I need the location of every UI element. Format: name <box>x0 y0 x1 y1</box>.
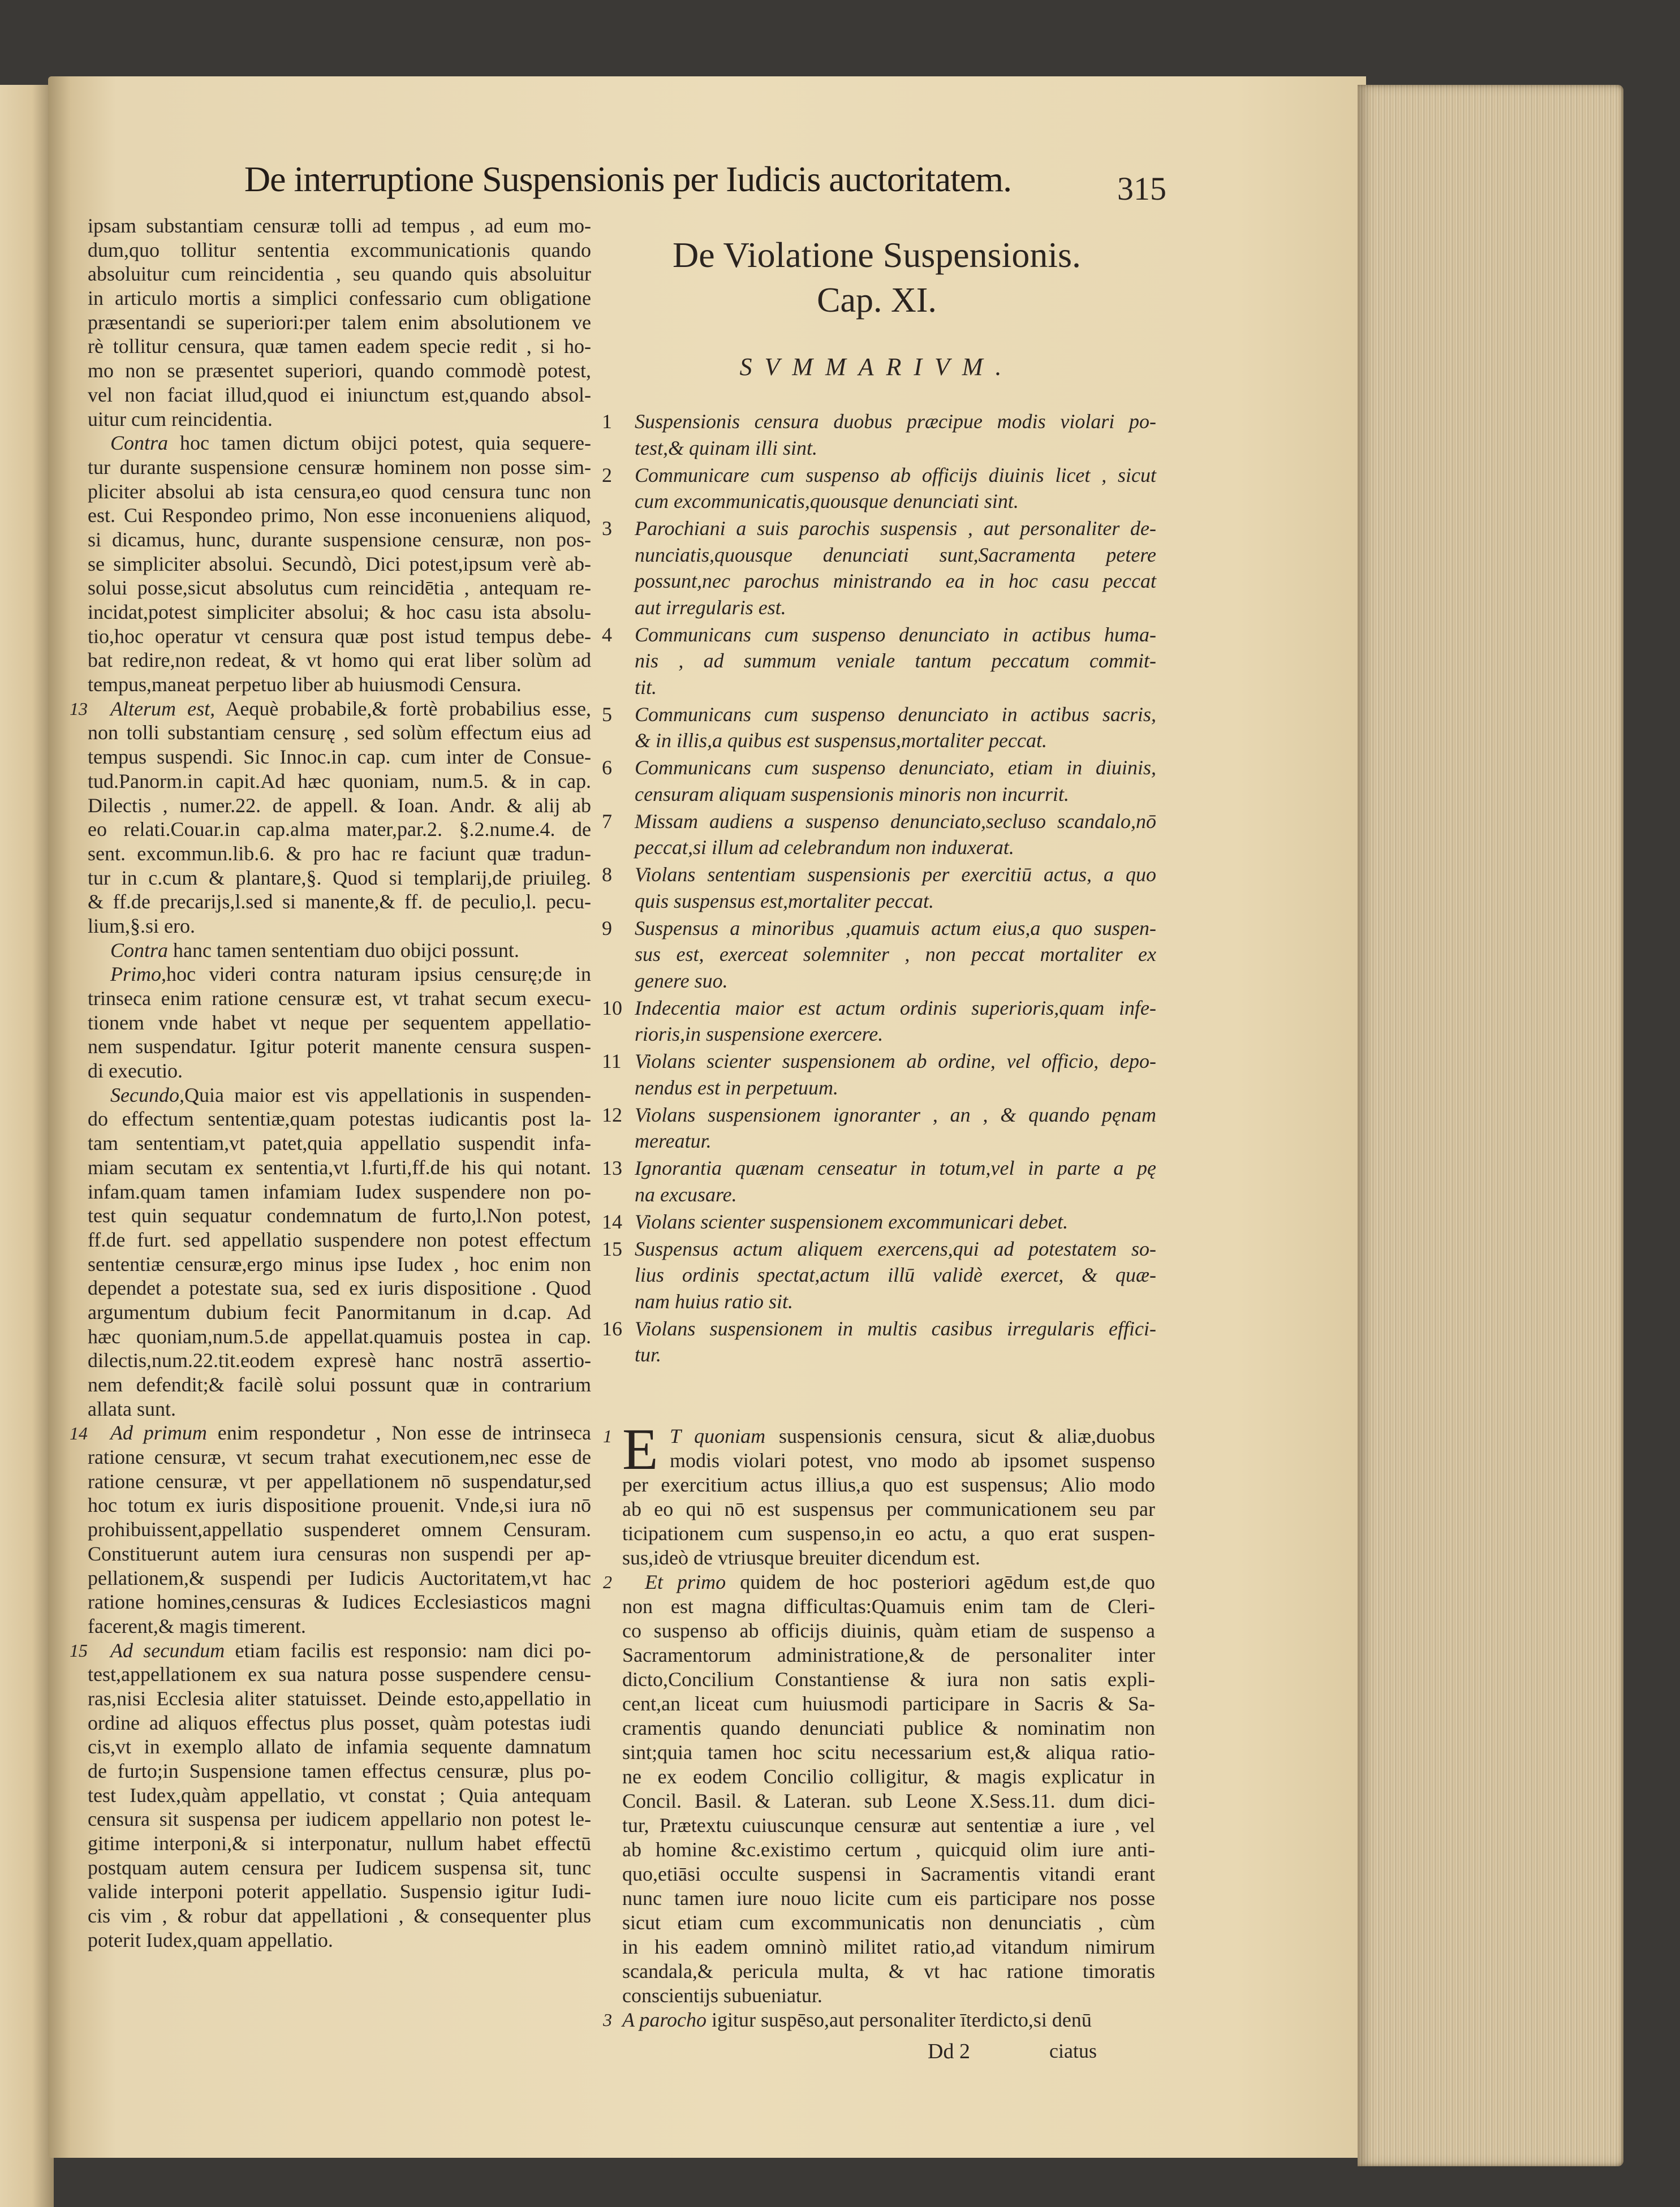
line-text: tio,hoc operatur vt censura quæ post istud tempus debe- <box>88 624 591 648</box>
line-text: facerent,& magis timerent. <box>88 1614 306 1637</box>
text-line <box>88 576 591 600</box>
summary-item <box>602 1236 1156 1315</box>
margin-number: 13 <box>70 699 88 719</box>
text-line <box>622 1667 1155 1692</box>
summary-item <box>602 995 1156 1048</box>
line-text: Sacramentorum administratione,& de personaliter inter <box>622 1644 1155 1666</box>
left-column-text <box>70 214 592 1952</box>
line-text: cis vim , & robur dat appellationi , & consequenter plus <box>88 1904 591 1928</box>
text-line <box>622 1424 1155 1449</box>
text-line <box>622 1984 1155 2008</box>
line-text: do effectum sententiæ,quam potestas iudicantis post la- <box>88 1107 591 1131</box>
line-text: incidat,potest simpliciter absolui; & hoc casu ista absolu- <box>88 601 591 623</box>
summary-item <box>602 1209 1156 1235</box>
line-text: hoc tamen dictum obijci potest, quia sequere- <box>168 432 591 455</box>
summary-line: tit. <box>635 675 657 699</box>
paragraph-lead: A parocho <box>622 2008 707 2031</box>
text-line <box>88 1059 591 1083</box>
line-text: Constituerunt autem iura censuras non suspendi per ap- <box>88 1542 591 1565</box>
signature-mark: Dd 2 <box>928 2040 970 2063</box>
text-line <box>88 866 591 890</box>
line-text: nem defendit;& facilè solui possunt quæ in contrarium <box>88 1373 591 1396</box>
text-line <box>622 1935 1155 1959</box>
summary-line: Ignorantia quænam censeatur in totum,vel in parte a pę <box>635 1157 1156 1179</box>
text-line <box>622 1449 1155 1473</box>
text-line <box>88 1276 591 1300</box>
text-line <box>88 1807 591 1831</box>
paragraph-lead: Et primo <box>645 1571 726 1593</box>
line-text: dicto,Concilium Constantiense & iura non satis expli- <box>622 1668 1155 1691</box>
text-line <box>622 1594 1155 1619</box>
text-line <box>88 1011 591 1035</box>
summary-item-number: 12 <box>602 1103 622 1126</box>
line-text: di executio. <box>88 1059 183 1083</box>
summary-line: nis , ad summum veniale tantum peccatum commit- <box>635 649 1156 672</box>
summary-item-number: 6 <box>602 756 612 779</box>
summary-line: Violans suspensionem ignoranter , an , & quando pęnam <box>635 1103 1156 1126</box>
text-line <box>88 890 591 914</box>
summary-item-number: 7 <box>602 809 612 833</box>
text-line <box>88 1687 591 1711</box>
summary-item <box>602 1155 1156 1208</box>
line-text: Aequè probabile,& fortè probabilius esse, <box>215 697 591 720</box>
text-line <box>88 721 591 745</box>
line-text: sint;quia tamen hoc scitu necessarium est,& aliqua ratio- <box>622 1741 1155 1764</box>
summary-line: Violans scienter suspensionem ab ordine, vel officio, depo- <box>635 1050 1156 1072</box>
margin-number: 15 <box>70 1640 88 1661</box>
line-text: trinseca enim ratione censuræ est, vt trahat secum execu- <box>88 987 591 1010</box>
summary-item-number: 16 <box>602 1317 622 1340</box>
text-line <box>88 1131 591 1156</box>
line-text: & ff.de precarijs,l.sed si manente,& ff. de peculio,l. pecu- <box>88 890 591 913</box>
text-line <box>622 1911 1155 1935</box>
text-line <box>88 407 591 432</box>
text-line <box>88 673 591 697</box>
line-text: ratione censuræ, vt per appellationem nō suspendatur,sed <box>88 1469 591 1493</box>
line-text: scandala,& pericula multa, & vt hac ratione timoratis <box>622 1960 1155 1982</box>
summary-item <box>602 515 1156 620</box>
summary-line: peccat,si illum ad celebrandum non induxerat. <box>635 836 1014 859</box>
text-line <box>88 1445 591 1469</box>
line-text: suspensionis censura, sicut & aliæ,duobus <box>765 1425 1156 1447</box>
line-text: per exercitium actus illius,a quo est suspensus; Alio modo <box>622 1473 1155 1496</box>
catchword: ciatus <box>1049 2040 1097 2062</box>
line-text: hæc quoniam,num.5.de appellat.quamuis postea in cap. <box>88 1325 591 1348</box>
line-text: ratione censuræ, vt secum trahat executionem,nec esse de <box>88 1446 591 1469</box>
text-line <box>622 1813 1155 1838</box>
line-text: lium,§.si ero. <box>88 914 195 937</box>
text-line <box>88 1639 591 1663</box>
text-line <box>88 745 591 769</box>
line-text: dilectis,num.22.tit.eodem expresè hanc nostrā assertio- <box>88 1349 591 1372</box>
summary-item <box>602 1316 1156 1368</box>
text-line <box>622 1838 1155 1862</box>
paragraph-lead: Contra <box>110 938 169 962</box>
line-text: cent,an liceat cum huiusmodi participare in Sacris & Sa- <box>622 1692 1155 1715</box>
chapter-title: De Violatione Suspensionis. <box>672 235 1082 275</box>
summary-line: sus est, exerceat solemniter , non peccat mortaliter ex <box>635 943 1156 965</box>
summary-line: Indecentia maior est actum ordinis superioris,quam infe- <box>635 996 1156 1019</box>
text-line <box>88 817 591 842</box>
line-text: sententiæ censuræ,ergo minus ipse Iudex , hoc enim non <box>88 1252 591 1275</box>
line-text: sicut etiam cum excommunicatis non denunciatis , cùm <box>622 1911 1155 1934</box>
line-text: nunc tamen iure nouo licite cum eis participare nos posse <box>622 1887 1155 1909</box>
summary-item <box>602 1048 1156 1101</box>
text-line <box>88 624 591 649</box>
summary-line: test,& quinam illi sint. <box>635 436 818 459</box>
line-text: tur, Prætextu cuiuscunque censuræ aut sententiæ a iure , vel <box>622 1814 1155 1837</box>
line-text: tam sententiam,vt patet,quia appellatio suspendit infa- <box>88 1132 591 1155</box>
text-line <box>622 1473 1155 1497</box>
text-line <box>88 1252 591 1277</box>
summary-item-number: 1 <box>602 410 612 433</box>
summary-line: rioris,in suspensione exercere. <box>635 1023 884 1045</box>
line-text: tur in c.cum & plantare,§. Quod si templarij,de priuileg. <box>88 866 591 889</box>
summary-item-number: 14 <box>602 1210 622 1233</box>
text-line <box>88 238 591 262</box>
text-line <box>88 1518 591 1542</box>
text-line <box>88 648 591 673</box>
summary-line: na excusare. <box>635 1183 737 1206</box>
line-text: censura sit suspensa per iudicem appellario non potest le- <box>88 1808 591 1831</box>
line-text: prohibuissent,appellatio suspenderet omnem Censuram. <box>88 1518 591 1541</box>
line-text: Quia maior est vis appellationis in suspenden- <box>184 1083 591 1106</box>
text-line <box>88 1300 591 1325</box>
text-line <box>88 383 591 407</box>
summary-list <box>602 408 1156 1369</box>
summary-item <box>602 462 1156 515</box>
text-line <box>88 697 591 721</box>
line-text: tempus,maneat perpetuo liber ab huiusmodi Censura. <box>88 673 522 696</box>
summary-item-number: 13 <box>602 1157 622 1179</box>
summary-line: genere suo. <box>635 969 728 992</box>
text-line <box>88 1180 591 1204</box>
line-text: se simpliciter absolui. Secundò, Dici potest,ipsum verè ab- <box>88 552 591 575</box>
text-line <box>622 1546 1155 1570</box>
text-line <box>88 1542 591 1566</box>
text-line <box>622 1959 1155 1984</box>
summary-line: nendus est in perpetuum. <box>635 1076 838 1099</box>
line-text: ordine ad aliquos effectus plus posset, quàm potestas iudi <box>88 1711 591 1734</box>
line-text: etiam facilis est responsio: nam dici po- <box>225 1639 591 1662</box>
line-text: test quin sequatur condemnatum de furto,l.Non potest, <box>88 1204 591 1227</box>
line-text: in his eadem omninò militet ratio,ad vitandum nimirum <box>622 1936 1155 1958</box>
paragraph-lead: Ad primum <box>110 1421 207 1445</box>
summary-line: nam huius ratio sit. <box>635 1290 794 1313</box>
text-line <box>88 311 591 335</box>
page-fore-edge <box>1358 85 1623 2166</box>
line-text: hoc totum ex iuris dispositione prouenit. Vnde,si iura nō <box>88 1494 591 1517</box>
summary-line: mereatur. <box>635 1130 712 1152</box>
line-text: enim respondetur , Non esse de intrinseca <box>206 1421 592 1445</box>
text-line <box>88 1493 591 1518</box>
text-line <box>88 1156 591 1180</box>
line-text: sus,ideò de vtriusque breuiter dicendum est. <box>622 1546 980 1569</box>
text-line <box>622 1643 1155 1667</box>
line-text: cramentis quando denunciati publice & nominatim non <box>622 1717 1155 1739</box>
line-text: dum,quo tollitur sententia excommunicationis quando <box>88 238 591 261</box>
margin-number: 14 <box>70 1423 88 1443</box>
summary-item <box>602 1102 1156 1154</box>
summary-line: Violans sententiam suspensionis per exercitiū actus, a quo <box>635 863 1156 886</box>
paragraph-lead: Primo, <box>110 963 166 986</box>
line-text: ab homine &c.existimo certum , quicquid olim iure anti- <box>622 1838 1155 1861</box>
summary-line: Communicans cum suspenso denunciato, etiam in diuinis, <box>635 756 1156 779</box>
summary-line: Suspensionis censura duobus præcipue modis violari po- <box>635 410 1156 433</box>
summary-line: Parochiani a suis parochis suspensis , aut personaliter de- <box>635 517 1156 540</box>
line-text: si dicamus, hunc, durante suspensione censuræ, non pos- <box>88 528 591 551</box>
line-text: non tolli substantiam censurę , sed solùm effectum eius ad <box>88 721 591 744</box>
summary-item <box>602 808 1156 861</box>
chapter-body-text <box>603 1417 1156 2032</box>
text-line <box>88 1325 591 1349</box>
text-line <box>88 528 591 552</box>
line-text: ratione homines,censuras & Iudices Ecclesiasticos magni <box>88 1590 591 1614</box>
line-text: test,appellationem ex sua natura posse suspendere censu- <box>88 1663 591 1686</box>
summary-item-number: 2 <box>602 463 612 486</box>
line-text: quo,etiāsi occulte suspensi in Sacramentis vitandi erant <box>622 1863 1155 1885</box>
text-line <box>622 1521 1155 1546</box>
running-title: De interruptione Suspensionis per Iudicis auctoritatem. <box>244 159 1012 199</box>
text-line <box>88 552 591 576</box>
text-line <box>88 794 591 818</box>
paragraph-lead: T quoniam <box>670 1425 766 1447</box>
line-text: co suspenso ab officijs diuinis, quàm etiam de suspenso a <box>622 1619 1155 1642</box>
summary-line: quis suspensus est,mortaliter peccat. <box>635 889 934 912</box>
text-line <box>88 1421 591 1445</box>
line-text: ff.de furt. sed appellatio suspendere non potest effectum <box>88 1228 591 1251</box>
line-text: de furto;in Suspensione tamen effectus censuræ, plus po- <box>88 1760 591 1782</box>
summary-line: possunt,nec parochus ministrando ea in hoc casu peccat <box>635 570 1156 592</box>
paragraph-lead: Contra <box>110 432 169 455</box>
line-text: hanc tamen sententiam duo obijci possunt. <box>168 938 519 962</box>
text-line <box>88 1856 591 1880</box>
text-line <box>622 1862 1155 1886</box>
summary-item-number: 15 <box>602 1237 622 1260</box>
line-text: ticipationem cum suspenso,in eo actu, a quo erat suspen- <box>622 1522 1155 1545</box>
summary-item <box>602 755 1156 807</box>
line-text: gitime interponi,& si interponatur, nullum habet effectū <box>88 1832 591 1855</box>
facing-page-edge <box>0 85 54 2207</box>
line-text: est. Cui Respondeo primo, Non esse inconueniens aliquod, <box>88 504 591 527</box>
text-line <box>88 431 591 455</box>
text-line <box>88 1711 591 1735</box>
line-text: non est magna difficultas:Quamuis enim tam de Cleri- <box>622 1595 1155 1618</box>
margin-number: 1 <box>603 1426 612 1446</box>
text-line <box>88 1831 591 1856</box>
line-text: infam.quam tamen infamiam Iudex suspendere non po- <box>88 1180 591 1203</box>
text-line <box>88 1759 591 1783</box>
summary-line: Communicare cum suspenso ab officijs diuinis licet , sicut <box>635 463 1156 486</box>
line-text: eo relati.Couar.in cap.alma mater,par.2. §.2.nume.4. de <box>88 818 591 841</box>
text-line <box>88 1904 591 1928</box>
line-text: absoluitur cum reincidentia , seu quando quis absoluitur <box>88 262 591 286</box>
margin-number: 3 <box>603 2010 612 2030</box>
line-text: conscientijs subueniatur. <box>622 1984 822 2007</box>
text-line <box>88 1566 591 1590</box>
summary-item-number: 9 <box>602 916 612 939</box>
line-text: ne ex eodem Concilio colligitur, & magis explicatur in <box>622 1765 1155 1788</box>
line-text: tud.Panorm.in capit.Ad hæc quoniam, num.5. & in cap. <box>88 769 591 792</box>
summary-line: & in illis,a quibus est suspensus,mortaliter peccat. <box>635 729 1047 752</box>
line-text: quidem de hoc posteriori agēdum est,de quo <box>726 1571 1155 1593</box>
text-line <box>88 1397 591 1421</box>
text-line <box>88 214 591 238</box>
text-line <box>622 1765 1155 1789</box>
chapter-number: Cap. XI. <box>817 281 937 320</box>
line-text: nem suspendatur. Igitur poterit manente censura suspen- <box>88 1035 591 1058</box>
summary-line: lius ordinis spectat,actum illū validè exercet, & quæ- <box>635 1264 1156 1286</box>
summary-item-number: 4 <box>602 623 612 646</box>
line-text: præsentandi se superiori:per talem enim absolutionem ve <box>88 311 591 334</box>
summary-item <box>602 915 1156 994</box>
line-text: pliciter absolui ab ista censura,eo quod censura tunc non <box>88 480 591 503</box>
text-line <box>88 334 591 359</box>
line-text: argumentum dubium fecit Panormitanum in d.cap. Ad <box>88 1300 591 1324</box>
line-text: pellationem,& suspendi per Iudicis Auctoritatem,vt hac <box>88 1566 591 1589</box>
text-line <box>88 986 591 1011</box>
summary-item <box>602 861 1156 914</box>
line-text: uitur cum reincidentia. <box>88 407 273 430</box>
text-line <box>622 1619 1155 1643</box>
summary-line: Violans suspensionem in multis casibus irregularis effici- <box>635 1317 1156 1340</box>
line-text: valide interponi poterit appellatio. Suspensio igitur Iudi- <box>88 1880 591 1903</box>
line-text: igitur suspēso,aut personaliter īterdicto,si denū <box>707 2008 1092 2031</box>
line-text: mo non se præsentet superiori, quando commodè potest, <box>88 359 591 382</box>
text-line <box>88 503 591 528</box>
line-text: ab eo qui nō est suspensus per communicationem seu par <box>622 1498 1155 1520</box>
summary-item <box>602 622 1156 701</box>
text-line <box>88 842 591 866</box>
text-line <box>622 1789 1155 1813</box>
text-line <box>88 914 591 938</box>
text-line <box>88 1034 591 1059</box>
line-text: modis violari potest, vno modo ab ipsomet suspenso <box>670 1449 1155 1472</box>
line-text: in articulo mortis a simplici confessario cum obligatione <box>88 287 591 310</box>
line-text: hoc videri contra naturam ipsius censurę;de in <box>166 963 591 986</box>
drop-cap: E <box>622 1417 658 1482</box>
summary-line: Communicans cum suspenso denunciato in actibus huma- <box>635 623 1156 646</box>
text-line <box>88 455 591 480</box>
line-text: cis,vt in exemplo allato de infamia sequente damnatum <box>88 1735 591 1758</box>
line-text: tur durante suspensione censuræ hominem non posse sim- <box>88 455 591 479</box>
summary-line: nunciatis,quousque denunciati sunt,Sacramenta petere <box>635 543 1156 566</box>
summary-line: Suspensus a minoribus ,quamuis actum eius,a quo suspen- <box>635 916 1156 939</box>
text-line <box>88 962 591 986</box>
line-text: poterit Iudex,quam appellatio. <box>88 1928 333 1951</box>
line-text: sent. excommun.lib.6. & pro hac re faciunt quæ tradun- <box>88 842 591 865</box>
summary-line: cum excommunicatis,quousque denunciati sint. <box>635 490 1019 512</box>
text-line <box>622 1692 1155 1716</box>
summary-item-number: 3 <box>602 517 612 540</box>
text-line <box>88 480 591 504</box>
line-text: postquam autem censura per Iudicem suspensa sit, tunc <box>88 1856 591 1879</box>
text-line <box>88 1228 591 1252</box>
text-line <box>622 2008 1155 2032</box>
line-text: solui posse,sicut absolutus cum reincidētia , antequam re- <box>88 576 591 600</box>
text-line <box>88 1083 591 1107</box>
line-text: miam secutam ex sententia,vt l.furti,ff.de his qui notant. <box>88 1156 591 1179</box>
page-number: 315 <box>1117 170 1166 207</box>
line-text: test Iudex,quàm appellatio, vt constat ; Quia antequam <box>88 1783 591 1807</box>
text-line <box>622 1570 1155 1594</box>
text-line <box>622 1740 1155 1765</box>
summary-heading: SVMMARIVM. <box>739 353 1014 381</box>
margin-number: 2 <box>603 1572 612 1592</box>
text-line <box>622 1716 1155 1740</box>
text-line <box>88 1107 591 1131</box>
summary-item <box>602 701 1156 754</box>
text-line <box>88 938 591 963</box>
text-line <box>88 1373 591 1397</box>
summary-item-number: 5 <box>602 702 612 726</box>
summary-line: Missam audiens a suspenso denunciato,secluso scandalo,nō <box>635 809 1156 833</box>
text-line <box>88 1735 591 1759</box>
paragraph-lead: Alterum est, <box>110 697 216 720</box>
line-text: dependet a potestate sua, sed ex iuris dispositione . Quod <box>88 1277 591 1300</box>
summary-line: Violans scienter suspensionem excommunicari debet. <box>635 1210 1069 1233</box>
text-line <box>88 1469 591 1494</box>
text-line <box>622 1497 1155 1521</box>
line-text: tionem vnde habet vt neque per sequentem appellatio- <box>88 1011 591 1034</box>
text-line <box>88 769 591 794</box>
line-text: allata sunt. <box>88 1397 176 1420</box>
text-line <box>88 359 591 383</box>
text-line <box>88 1348 591 1373</box>
summary-item-number: 11 <box>602 1050 622 1072</box>
paragraph-lead: Secundo, <box>110 1083 184 1106</box>
line-text: ipsam substantiam censuræ tolli ad tempus , ad eum mo- <box>88 214 591 237</box>
summary-line: Communicans cum suspenso denunciato in actibus sacris, <box>635 702 1156 726</box>
paragraph-lead: Ad secundum <box>110 1639 225 1662</box>
text-line <box>88 1614 591 1639</box>
summary-line: censuram aliquam suspensionis minoris non incurrit. <box>635 782 1070 805</box>
summary-item <box>602 408 1156 461</box>
text-line <box>88 1928 591 1952</box>
text-line <box>88 600 591 624</box>
line-text: Dilectis , numer.22. de appell. & Ioan. Andr. & alij ab <box>88 794 591 817</box>
text-line <box>88 1204 591 1228</box>
summary-line: aut irregularis est. <box>635 596 786 619</box>
text-line <box>88 1590 591 1614</box>
text-line <box>88 286 591 311</box>
line-text: Concil. Basil. & Lateran. sub Leone X.Sess.11. dum dici- <box>622 1790 1155 1812</box>
line-text: bat redire,non redeat, & vt homo qui erat liber solùm ad <box>88 649 591 672</box>
text-line <box>88 262 591 286</box>
line-text: vel non faciat illud,quod ei iniunctum est,quando absol- <box>88 383 591 406</box>
summary-item-number: 10 <box>602 996 622 1019</box>
summary-line: Suspensus actum aliquem exercens,qui ad potestatem so- <box>635 1237 1156 1260</box>
text-line <box>88 1783 591 1808</box>
text-line <box>88 1662 591 1687</box>
line-text: tempus suspendi. Sic Innoc.in cap. cum inter de Consue- <box>88 745 591 769</box>
summary-item-number: 8 <box>602 863 612 886</box>
line-text: rè tollitur censura, quæ tamen eadem specie redit , si ho- <box>88 335 591 358</box>
line-text: ras,nisi Ecclesia aliter statuisset. Deinde esto,appellatio in <box>88 1687 591 1710</box>
summary-line: tur. <box>635 1343 662 1366</box>
text-line <box>88 1880 591 1904</box>
text-line <box>622 1886 1155 1911</box>
